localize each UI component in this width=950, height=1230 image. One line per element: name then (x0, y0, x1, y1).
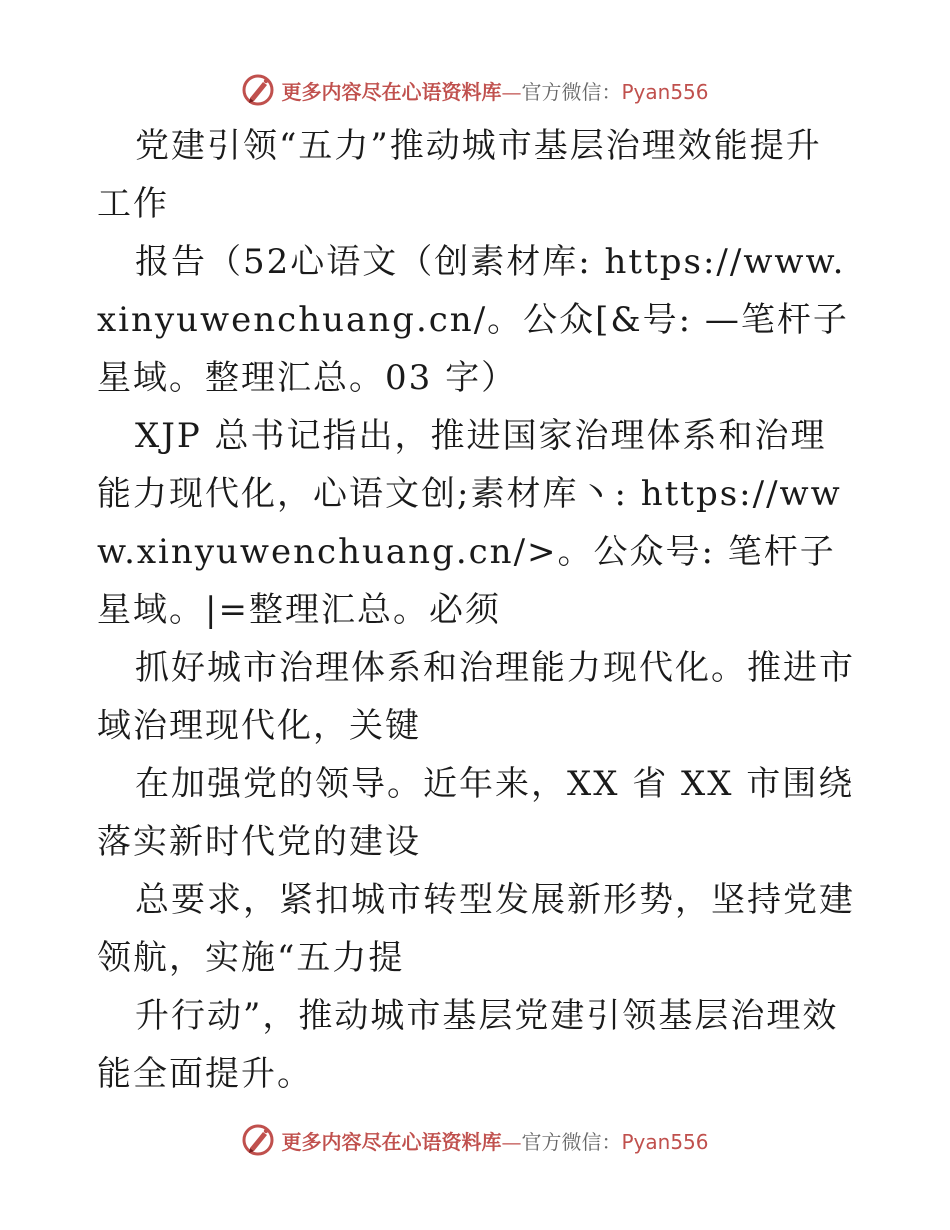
pen-logo-icon (241, 73, 275, 107)
paragraph: 升行动”，推动城市基层党建引领基层治理效能全面提升。 (97, 996, 839, 1094)
document-title: 党建引领“五力”推动城市基层治理效能提升工作 (97, 126, 822, 224)
banner-separator: — (501, 1129, 522, 1154)
banner-wechat-label: 官方微信： (521, 1129, 622, 1154)
banner-wechat-id: Pyan556 (621, 1129, 709, 1154)
paragraph: 抓好城市治理体系和治理能力现代化。推进市域治理现代化，关键 (97, 648, 855, 746)
paragraph: 总要求，紧扣城市转型发展新形势，坚持党建领航，实施“五力提 (97, 880, 855, 978)
paragraph: 在加强党的领导。近年来，XX 省 XX 市围绕落实新时代党的建设 (97, 764, 855, 862)
banner-wechat-id: Pyan556 (621, 79, 709, 104)
document-body (97, 117, 857, 1103)
paragraph: 报告（52心语文（创素材库: https://www.xinyuwenchuang.cn/。公众[&号: —笔杆子星域。整理汇总。03 字） (97, 242, 849, 398)
footer-banner (0, 1120, 950, 1160)
banner-separator: — (501, 79, 522, 104)
header-banner (0, 70, 950, 110)
banner-slogan: 更多内容尽在心语资料库 (281, 1129, 502, 1154)
paragraph: XJP 总书记指出，推进国家治理体系和治理能力现代化，心语文创;素材库丶: https://www.xinyuwenchuang.cn/>。公众号: 笔杆子星域。|=整理汇总。必须 (97, 416, 842, 630)
banner-slogan: 更多内容尽在心语资料库 (281, 79, 502, 104)
banner-wechat-label: 官方微信： (521, 79, 622, 104)
pen-logo-icon (241, 1123, 275, 1157)
